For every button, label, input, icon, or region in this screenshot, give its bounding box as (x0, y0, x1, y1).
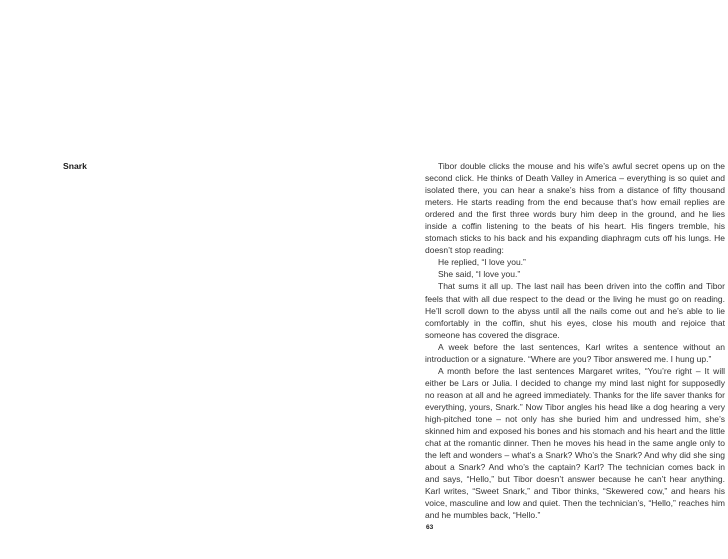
paragraph: That sums it all up. The last nail has been driven into the coffin and Tibor feels that with all due respect to the dead or the living he must go on reading. He’ll scroll down to the abyss until all the nails come out and he’s able to lie comfortably in the coffin, shut his eyes, close his mouth and rejoice that someone has covered the disgrace. (425, 281, 725, 340)
paragraph: She said, “I love you.” (438, 269, 521, 280)
paragraph: A week before the last sentences, Karl writes a sentence without an introduction or a signature. “Where are you? Tibor answered me. I hung up.” (425, 341, 725, 364)
paragraph: Tibor double clicks the mouse and his wife’s awful secret opens up on the second click. He thinks of Death Valley in America – everything is so quiet and isolated there, you can hear a snake’s hiss from a distance of fifty thousand meters. He starts reading from the end because that’s how email replies are ordered and the first three words bury him deep in the ground, and he lies inside a coffin listening to the beats of his heart. His fingers tremble, his stomach sticks to his back and his expanding diaphragm cuts off his lungs. He doesn’t stop reading: (425, 161, 725, 256)
paragraph: A month before the last sentences Margaret writes, “You’re right – It will either be Lars or Julia. I decided to change my mind last night for supposedly no reason at all and he agreed immediately. Thanks for the life saver thanks for everything, yours, Snark.” Now Tibor angles his head like a dog hearing a very high-pitched tone – not only has she buried him and undressed him, she’s skinned him and exposed his bones and his stomach and his heart and the little chat at the romantic dinner. Then he moves his head in the same angle only to the left and wonders – what’s a Snark? Who’s the Snark? And why did she sing about a Snark? And who’s the captain? Karl? The technician comes back in and says, “Hello,” but Tibor doesn’t answer because he can’t hear anything. Karl writes, “Sweet Snark,” and Tibor thinks, “Skewered cow,” and hears his voice, masculine and low and quiet. Then the technician’s, “Hello,” reaches him and he mumbles back, “Hello.” (425, 365, 725, 521)
right-page (364, 0, 728, 559)
chapter-title: Snark (63, 161, 87, 171)
page-number: 63 (426, 524, 434, 531)
body-text (425, 160, 725, 521)
paragraph: He replied, “I love you.” (438, 257, 526, 268)
